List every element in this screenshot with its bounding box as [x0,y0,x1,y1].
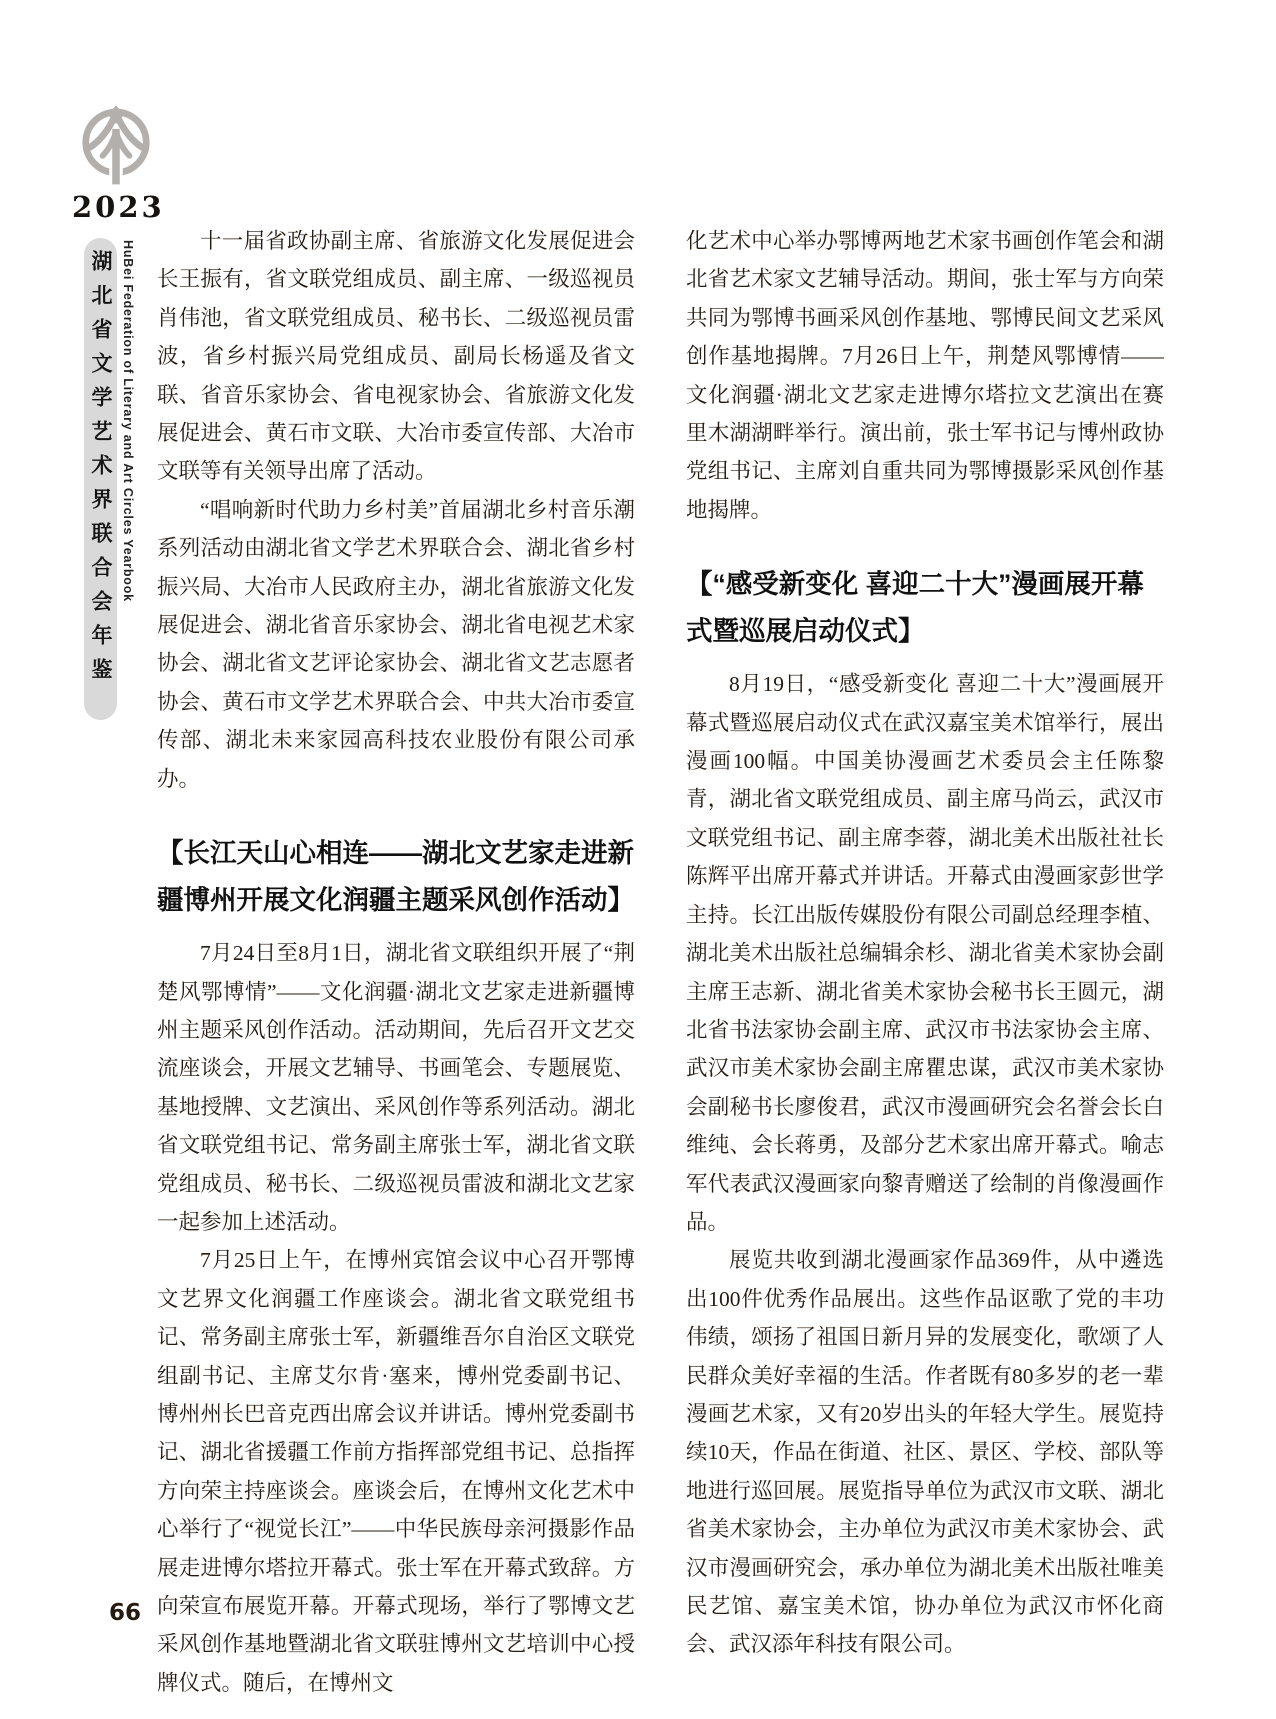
paragraph: 7月24日至8月1日，湖北省文联组织开展了“荆楚风鄂博情”——文化润疆·湖北文艺家走进新疆博州主题采风创作活动。活动期间，先后召开文艺交流座谈会，开展文艺辅导、书画笔会、专题展览、基地授牌、文艺演出、采风创作等系列活动。湖北省文联党组书记、常务副主席张士军，湖北省文联党组成员、秘书长、二级巡视员雷波和湖北文艺家一起参加上述活动。 [157,941,635,1234]
section-heading: 【长江天山心相连——湖北文艺家走进新疆博州开展文化润疆主题采风创作活动】 [157,838,634,916]
sidebar-title-chinese: 湖北省文学艺术界联合会年鉴 [84,238,117,720]
left-column [157,222,635,1702]
paragraph: 7月25日上午，在博州宾馆会议中心召开鄂博文艺界文化润疆工作座谈会。湖北省文联党组书记、常务副主席张士军，新疆维吾尔自治区文联党组副书记、主席艾尔肯·塞来，博州党委副书记、博州州长巴音克西出席会议并讲话。博州党委副书记、湖北省援疆工作前方指挥部党组书记、总指挥方向荣主持座谈会。座谈会后，在博州文化艺术中心举行了“视觉长江”——中华民族母亲河摄影作品展走进博尔塔拉开幕式。张士军在开幕式致辞。方向荣宣布展览开幕。开幕式现场，举行了鄂博文艺采风创作基地暨湖北省文联驻博州文艺培训中心授牌仪式。随后，在博州文 [157,1248,635,1695]
paragraph: 展览共收到湖北漫画家作品369件，从中遴选出100件优秀作品展出。这些作品讴歌了党的丰功伟绩，颂扬了祖国日新月异的发展变化，歌颂了人民群众美好幸福的生活。作者既有80多岁的老一辈漫画艺术家，又有20岁出头的年轻大学生。展览持续10天，作品在街道、社区、景区、学校、部队等地进行巡回展。展览指导单位为武汉市文联、湖北省美术家协会，主办单位为武汉市美术家协会、武汉市漫画研究会，承办单位为湖北美术出版社唯美民艺馆、嘉宝美术馆，协办单位为武汉市怀化商会、武汉添年科技有限公司。 [686,1248,1164,1657]
section-heading: 【“感受新变化 喜迎二十大”漫画展开幕式暨巡展启动仪式】 [686,569,1144,647]
federation-logo [74,96,158,192]
sidebar-title-english: HuBei Federation of Literary and Art Circles Yearbook [121,240,135,602]
paragraph: “唱响新时代助力乡村美”首届湖北乡村音乐潮系列活动由湖北省文学艺术界联合会、湖北省乡村振兴局、大冶市人民政府主办，湖北省旅游文化发展促进会、湖北省音乐家协会、湖北省电视艺术家协会、湖北省文艺评论家协会、湖北省文艺志愿者协会、黄石市文学艺术界联合会、中共大冶市委宣传部、湖北未来家园高科技农业股份有限公司承办。 [157,497,635,791]
paragraph: 8月19日，“感受新变化 喜迎二十大”漫画展开幕式暨巡展启动仪式在武汉嘉宝美术馆举行，展出漫画100幅。中国美协漫画艺术委员会主任陈黎青，湖北省文联党组成员、副主席马尚云，武汉市文联党组书记、副主席李蓉，湖北美术出版社社长陈辉平出席开幕式并讲话。开幕式由漫画家彭世学主持。长江出版传媒股份有限公司副总经理李植、湖北美术出版社总编辑余杉、湖北省美术家协会副主席王志新、湖北省美术家协会秘书长王圆元，湖北省书法家协会副主席、武汉市书法家协会主席、武汉市美术家协会副主席瞿忠谋，武汉市美术家协会副秘书长廖俊君，武汉市漫画研究会名誉会长白维纯、会长蒋勇，及部分艺术家出席开幕式。喻志军代表武汉漫画家向黎青赠送了绘制的肖像漫画作品。 [686,672,1164,1234]
page-number: 66 [109,1600,142,1626]
right-column [686,222,1164,1664]
federation-logo-icon [74,96,158,192]
paragraph: 化艺术中心举办鄂博两地艺术家书画创作笔会和湖北省艺术家文艺辅导活动。期间，张士军与方向荣共同为鄂博书画采风创作基地、鄂博民间文艺采风创作基地揭牌。7月26日上午，荆楚风鄂博情——文化润疆·湖北文艺家走进博尔塔拉文艺演出在赛里木湖湖畔举行。演出前，张士军书记与博州政协党组书记、主席刘自重共同为鄂博摄影采风创作基地揭牌。 [686,229,1164,522]
paragraph: 十一届省政协副主席、省旅游文化发展促进会长王振有，省文联党组成员、副主席、一级巡视员肖伟池，省文联党组成员、秘书长、二级巡视员雷波，省乡村振兴局党组成员、副局长杨遥及省文联、省音乐家协会、省电视家协会、省旅游文化发展促进会、黄石市文联、大冶市委宣传部、大冶市文联等有关领导出席了活动。 [157,229,635,484]
year-label: 2023 [72,190,165,224]
